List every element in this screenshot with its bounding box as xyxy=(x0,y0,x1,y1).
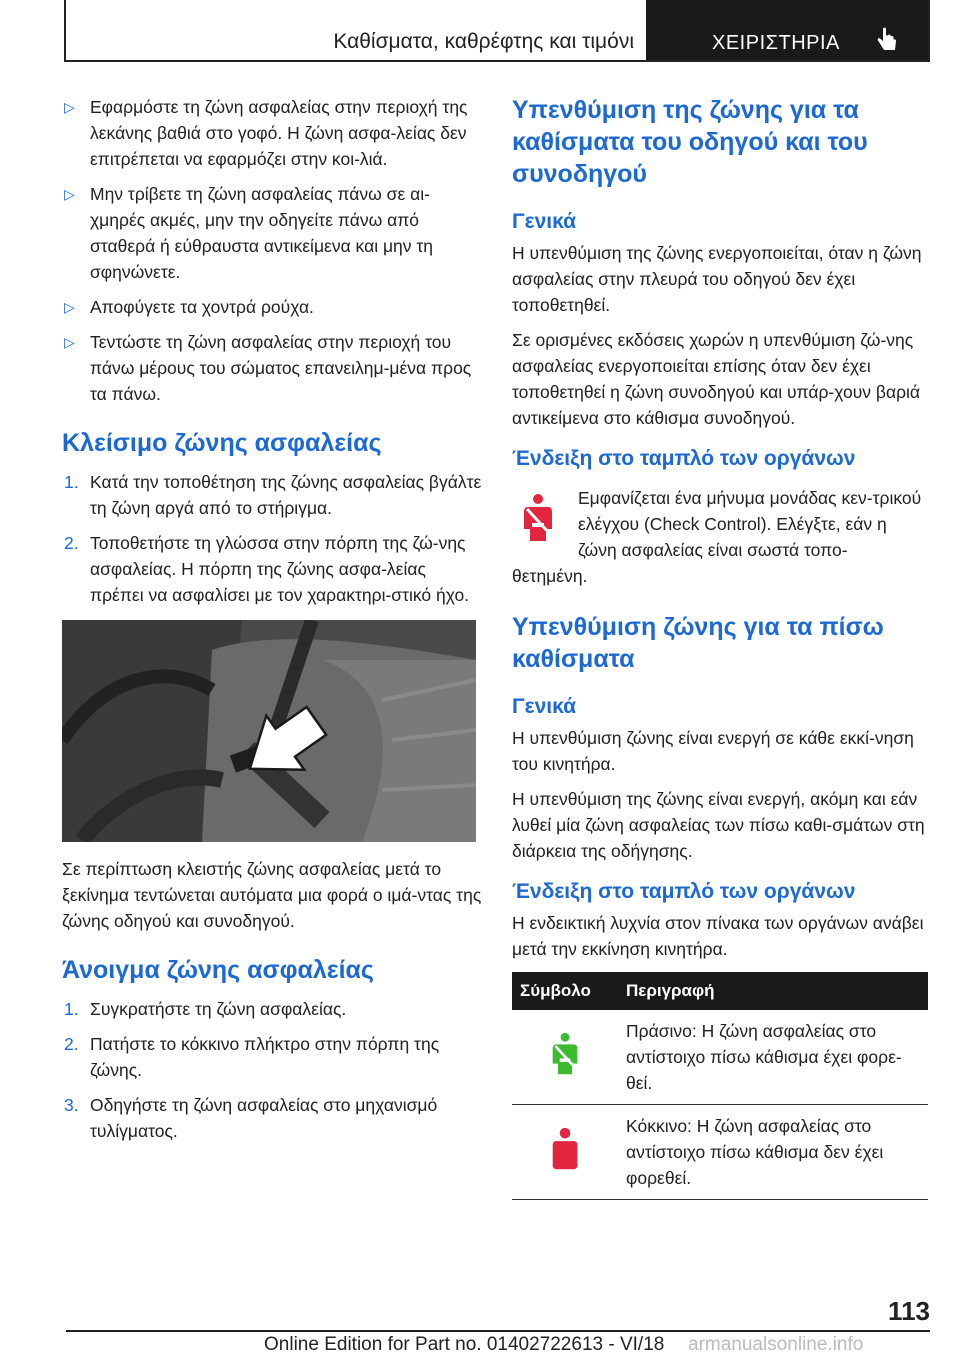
watermark: armanualsonline.info xyxy=(688,1334,864,1355)
symbol-table xyxy=(512,972,928,1200)
seat-belt-warning-icon xyxy=(518,493,558,543)
numbered-step: 1. Κατά την τοποθέτηση της ζώνης ασφαλείας βγάλτε τη ζώνη αργά από το στήριγμα. xyxy=(64,472,482,518)
numbered-step: 3. Οδηγήστε τη ζώνη ασφαλείας στο μηχανισμό τυλίγματος. xyxy=(64,1095,438,1141)
chapter-tab-label: ΧΕΙΡΙΣΤΗΡΙΑ xyxy=(712,32,840,54)
seat-belt-buckle-photo xyxy=(62,620,476,842)
seat-belt-unfastened-icon xyxy=(547,1127,583,1171)
bullet-item: ▷ Μην τρίβετε τη ζώνη ασφαλείας πάνω σε αι-χμηρές ακμές, μην την οδηγείτε πάνω από σταθερά ή εύθραυστα αντικείμενα και μην τη σφηνώνετε. xyxy=(62,181,482,285)
bullet-marker-icon: ▷ xyxy=(64,186,75,202)
general-heading: Γενικά xyxy=(512,210,577,233)
rear-reminder-heading: Υπενθύμιση ζώνης για τα πίσω καθίσματα xyxy=(512,613,884,673)
symbol-cell xyxy=(512,1010,618,1105)
check-control-note xyxy=(512,485,930,589)
open-belt-heading: Άνοιγμα ζώνης ασφαλείας xyxy=(62,956,374,984)
table-row xyxy=(512,1010,928,1105)
chapter-tab[interactable] xyxy=(646,0,928,60)
left-column xyxy=(62,94,482,1153)
indicator-heading: Ένδειξη στο ταμπλό των οργάνων xyxy=(512,447,856,470)
numbered-step: 2. Πατήστε το κόκκινο πλήκτρο στην πόρπη της ζώνης. xyxy=(64,1034,440,1080)
front-paragraph-2: Σε ορισμένες εκδόσεις χωρών η υπενθύμιση ζώ-νης ασφαλείας ενεργοποιείται επίσης όταν δεν έχει τοποθετηθεί η ζώνη συνοδηγού και υπάρ-χουν βαριά αντικείμενα στο κάθισμα συνοδηγού. xyxy=(512,330,921,428)
numbered-step: 1. Συγκρατήστε τη ζώνη ασφαλείας. xyxy=(64,999,347,1019)
column-header: Περιγραφή xyxy=(618,972,928,1010)
page-number: 113 xyxy=(888,1296,930,1326)
close-belt-heading: Κλείσιμο ζώνης ασφαλείας xyxy=(62,429,382,457)
symbol-cell xyxy=(512,1105,618,1200)
bullet-marker-icon: ▷ xyxy=(64,99,75,115)
check-control-text-continued: θετημένη. xyxy=(512,566,588,586)
edition-note: Online Edition for Part no. 01402722613 - VI/18 xyxy=(264,1334,665,1355)
bullet-item: ▷ Αποφύγετε τα χοντρά ρούχα. xyxy=(62,294,482,320)
bullet-marker-icon: ▷ xyxy=(64,334,75,350)
numbered-step: 2. Τοποθετήστε τη γλώσσα στην πόρπη της ζώ-νης ασφαλείας. Η πόρπη της ζώνης ασφα-λείας πρέπει να ασφαλίσει με τον χαρακτηρι-στικό ήχο. xyxy=(64,533,470,605)
section-title: Καθίσματα, καθρέφτης και τιμόνι xyxy=(333,30,634,53)
page-header xyxy=(64,0,930,62)
rear-indicator-text: Η ενδεικτική λυχνία στον πίνακα των οργάνων ανάβει μετά την εκκίνηση κινητήρα. xyxy=(512,913,924,959)
description-cell: Κόκκινο: Η ζώνη ασφαλείας στο αντίστοιχο πίσω κάθισμα δεν έχει φορεθεί. xyxy=(618,1105,928,1200)
front-paragraph-1: Η υπενθύμιση της ζώνης ενεργοποιείται, όταν η ζώνη ασφαλείας στην πλευρά του οδηγού δεν έχει τοποθετηθεί. xyxy=(512,243,922,315)
touch-hand-icon xyxy=(874,26,900,54)
table-row xyxy=(512,1105,928,1200)
rear-paragraph-1: Η υπενθύμιση ζώνης είναι ενεργή σε κάθε εκκί-νηση του κινητήρα. xyxy=(512,728,914,774)
description-cell: Πράσινο: Η ζώνη ασφαλείας στο αντίστοιχο πίσω κάθισμα έχει φορε-θεί. xyxy=(618,1010,928,1105)
bullet-item: ▷ Εφαρμόστε τη ζώνη ασφαλείας στην περιοχή της λεκάνης βαθιά στο γοφό. Η ζώνη ασφα-λείας δεν επιτρέπεται να εφαρμόζει στην κοι-λιά. xyxy=(62,94,482,172)
column-header: Σύμβολο xyxy=(512,972,618,1010)
front-reminder-heading: Υπενθύμιση της ζώνης για τα καθίσματα του οδηγού και του συνοδηγού xyxy=(512,96,868,188)
bullet-marker-icon: ▷ xyxy=(64,299,75,315)
seat-belt-fastened-icon xyxy=(547,1032,583,1076)
indicator-heading: Ένδειξη στο ταμπλό των οργάνων xyxy=(512,880,856,903)
table-header-row xyxy=(512,972,928,1010)
rear-paragraph-2: Η υπενθύμιση της ζώνης είναι ενεργή, ακόμη και εάν λυθεί μία ζώνη ασφαλείας των πίσω καθι-σμάτων στη διάρκεια της οδήγησης. xyxy=(512,789,925,861)
bullet-item: ▷ Τεντώστε τη ζώνη ασφαλείας στην περιοχή του πάνω μέρους του σώματος επανειλημ-μένα προς τα πάνω. xyxy=(62,329,482,407)
check-control-text: Εμφανίζεται ένα μήνυμα μονάδας κεν-τρικού ελέγχου (Check Control). Ελέγξτε, εάν η ζώνη ασφαλείας είναι σωστά τοπο- xyxy=(578,488,922,560)
general-heading: Γενικά xyxy=(512,695,577,718)
right-column xyxy=(512,94,930,1200)
footer-divider xyxy=(66,1330,930,1332)
auto-tension-text: Σε περίπτωση κλειστής ζώνης ασφαλείας μετά το ξεκίνημα τεντώνεται αυτόματα μια φορά ο ιμά-ντας της ζώνης οδηγού και συνοδηγού. xyxy=(62,859,482,931)
